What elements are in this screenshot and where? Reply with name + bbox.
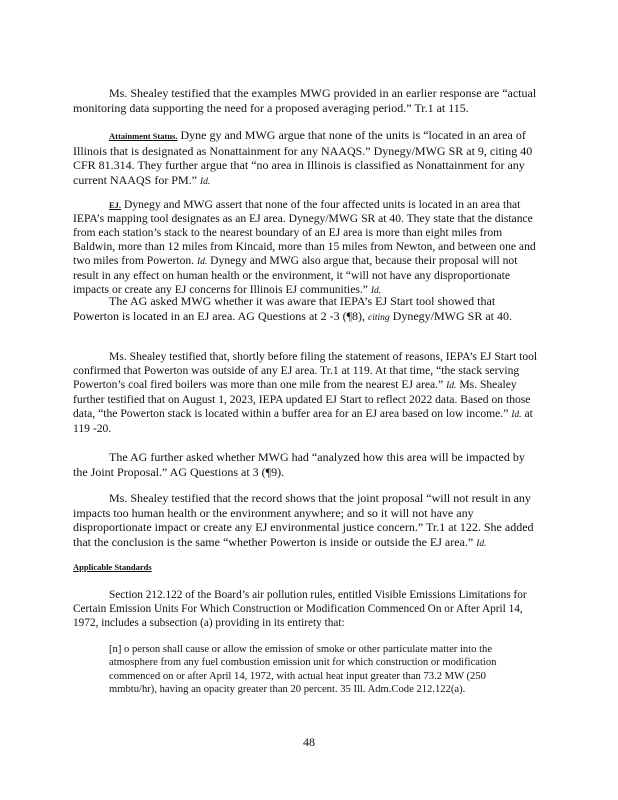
paragraph-text: Dynegy and MWG also argue that, because their proposal will not result in any effect on human health or the environment, it “will not have any disproportionate impacts or create any EJ concerns for Illinois EJ communities.”	[73, 254, 518, 296]
page-number: 48	[303, 735, 315, 749]
citation-id: Id.	[476, 538, 487, 549]
block-quote-regulation: [n] o person shall cause or allow the emission of smoke or other particulate matter into the atmosphere from any fuel combustion emission unit for which construction or modification commenced on or after April 14, 1972, with actual heat input greater than 73.2 MW (250 mmbtu/hr), having an opacity greater than 20 percent. 35 Ill. Adm.Code 212.122(a).	[109, 644, 497, 696]
paragraph-text: Ms. Shealey testified that, shortly before filing the statement of reasons, IEPA’s EJ Start tool confirmed that Powerton was outside of any EJ area. Tr.1 at 119. At that time, “the stack serving Powerton’s coal fired boilers was more than one mile from the nearest EJ area.”	[73, 350, 538, 391]
inline-heading-attainment: Attainment Status.	[109, 131, 178, 141]
paragraph-text: Ms. Shealey testified that the record shows that the joint proposal “will not result in any impacts too human health or the environment anywhere; and so it will not have any disproportionate impact or create any EJ environmental justice concern.” Tr.1 at 122. She added that the conclusion is the same “whether Powerton is inside or outside the EJ area.”	[73, 491, 534, 549]
paragraph-ag-joint-proposal	[73, 450, 541, 479]
paragraph-shealey-record	[73, 491, 541, 551]
citation-id: Id.	[196, 257, 208, 267]
paragraph-text: The AG asked MWG whether it was aware that IEPA’s EJ Start tool showed that Powerton is located in an EJ area. AG Questions at 2 -3 (¶8),	[73, 294, 496, 323]
paragraph-text: Dynegy and MWG assert that none of the four affected units is located in an area that IEPA’s mapping tool designates as an EJ area. Dynegy/MWG SR at 40. They state that the distance from each station’s stack to the nearest boundary of an EJ area is more than eight miles from Baldwin, more than 12 miles from Kincaid, more than 15 miles from Newton, and between one and two miles from Powerton.	[73, 198, 536, 267]
paragraph-text: The AG further asked whether MWG had “analyzed how this area will be impacted by the Joint Proposal.” AG Questions at 3 (¶9).	[73, 450, 525, 479]
citation-id: Id.	[370, 286, 382, 296]
paragraph-text: Section 212.122 of the Board’s air pollution rules, entitled Visible Emissions Limitations for Certain Emission Units For Which Construction or Modification Commenced On or After April 14, 1972, includes a subsection (a) providing in its entirety that:	[73, 589, 527, 629]
paragraph-text: Dynegy/MWG SR at 40.	[389, 308, 513, 323]
paragraph-ej	[73, 198, 541, 298]
section-heading-applicable-standards: Applicable Standards	[73, 562, 152, 572]
paragraph-attainment-status	[73, 128, 541, 189]
paragraph-section-212-122	[73, 588, 541, 630]
paragraph-text: Ms. Shealey further testified that on August 1, 2023, IEPA updated EJ Start to reflect 2022 data. Based on those data, “the Powerton stack is located within a buffer area for an EJ area based on low income.”	[73, 378, 531, 420]
paragraph-testimony-averaging	[73, 86, 541, 115]
citation-id: Id.	[511, 410, 522, 420]
inline-heading-ej: EJ.	[109, 200, 122, 210]
citation-id: Id.	[199, 176, 211, 187]
paragraph-ag-question-ej	[73, 294, 541, 325]
paragraph-shealey-ej-start	[73, 350, 541, 436]
paragraph-text: Dyne gy and MWG argue that none of the units is “located in an area of Illinois that is designated as Nonattainment for any NAAQS.” Dynegy/MWG SR at 9, citing 40 CFR 81.314. They further argue that “no area in Illinois is classified as Nonattainment for any current NAAQS for PM.”	[73, 128, 533, 187]
citation-signal: citing	[368, 312, 390, 323]
paragraph-text: Ms. Shealey testified that the examples MWG provided in an earlier response are “actual monitoring data supporting the need for a proposed averaging period.” Tr.1 at 115.	[73, 86, 537, 115]
paragraph-text: at 119 -20.	[73, 407, 533, 435]
citation-id: Id.	[446, 381, 457, 391]
